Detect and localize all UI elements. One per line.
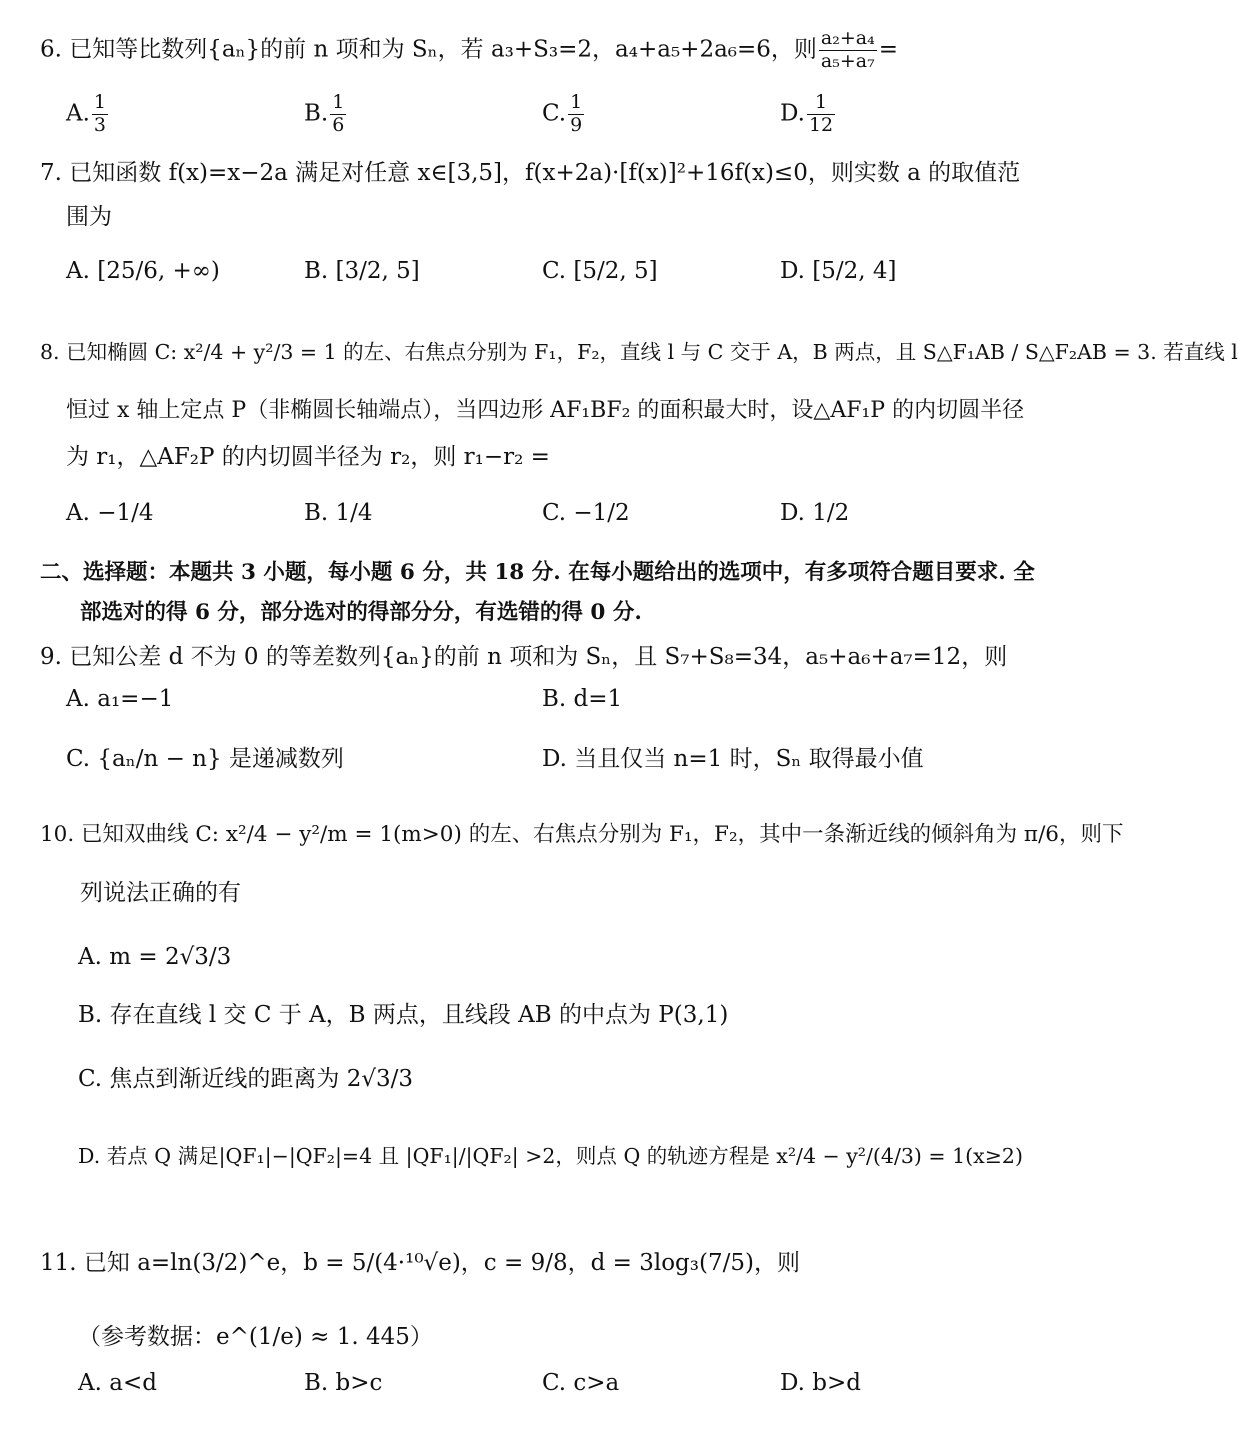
q8-option-b[interactable]: B. 1/4 bbox=[304, 500, 373, 526]
q9-option-a[interactable]: A. a₁=−1 bbox=[66, 686, 174, 712]
q7-option-c[interactable]: C. [5/2, 5] bbox=[542, 258, 658, 284]
q6-option-b[interactable]: B. $\frac{1}{6}$ bbox=[304, 91, 345, 136]
q9-option-d[interactable]: D. 当且仅当 n=1 时，Sₙ 取得最小值 bbox=[542, 746, 924, 772]
q10-option-b[interactable]: B. 存在直线 l 交 C 于 A，B 两点，且线段 AB 的中点为 P(3,1) bbox=[78, 1002, 729, 1028]
q10-option-d[interactable]: D. 若点 Q 满足|QF₁|−|QF₂|=4 且 |QF₁|/|QF₂| >2，则点 Q 的轨迹方程是 x²/4 − y²/(4/3) = 1(x≥2) bbox=[78, 1144, 1023, 1168]
q11-option-d[interactable]: D. b>d bbox=[780, 1370, 861, 1396]
q8-stem-line2: 恒过 x 轴上定点 P（非椭圆长轴端点），当四边形 AF₁BF₂ 的面积最大时，设△AF₁P 的内切圆半径 bbox=[66, 398, 1025, 423]
q11-stem: 11. 已知 a=ln(3/2)^e，b = 5/(4·¹⁰√e)，c = 9/8，d = 3log₃(7/5)，则 bbox=[40, 1250, 800, 1276]
q6-option-a[interactable]: A. $\frac{1}{3}$ bbox=[66, 91, 107, 136]
q9-option-b[interactable]: B. d=1 bbox=[542, 686, 623, 712]
q6-option-c[interactable]: C. $\frac{1}{9}$ bbox=[542, 91, 583, 136]
q10-stem-line2: 列说法正确的有 bbox=[80, 880, 241, 906]
q7-stem-line1: 7. 已知函数 f(x)=x−2a 满足对任意 x∈[3,5]，f(x+2a)·[f(x)]²+16f(x)≤0，则实数 a 的取值范 bbox=[40, 160, 1021, 186]
q6-fraction: $\frac{\text{a₂+a₄}}{\text{a₅+a₇}}$ bbox=[820, 27, 875, 72]
q8-stem-line1: 8. 已知椭圆 C: x²/4 + y²/3 = 1 的左、右焦点分别为 F₁，F₂，直线 l 与 C 交于 A，B 两点，且 S△F₁AB / S△F₂AB = 3. 若直线 l bbox=[40, 340, 1238, 364]
q6-option-d[interactable]: D. $\frac{1}{12}$ bbox=[780, 91, 834, 136]
section2-header-line2: 部选对的得 6 分，部分选对的得部分分，有选错的得 0 分. bbox=[80, 600, 642, 625]
q11-option-c[interactable]: C. c>a bbox=[542, 1370, 620, 1396]
q10-stem-line1: 10. 已知双曲线 C: x²/4 − y²/m = 1(m>0) 的左、右焦点分别为 F₁，F₂，其中一条渐近线的倾斜角为 π/6，则下 bbox=[40, 822, 1124, 847]
q7-option-b[interactable]: B. [3/2, 5] bbox=[304, 258, 420, 284]
q7-option-a[interactable]: A. [25/6, +∞) bbox=[66, 258, 220, 284]
q9-stem: 9. 已知公差 d 不为 0 的等差数列{aₙ}的前 n 项和为 Sₙ，且 S₇+S₈=34，a₅+a₆+a₇=12，则 bbox=[40, 644, 1008, 670]
q11-option-b[interactable]: B. b>c bbox=[304, 1370, 383, 1396]
section2-header-line1: 二、选择题：本题共 3 小题，每小题 6 分，共 18 分. 在每小题给出的选项中，有多项符合题目要求. 全 bbox=[40, 560, 1035, 585]
q11-option-a[interactable]: A. a<d bbox=[78, 1370, 157, 1396]
q8-option-a[interactable]: A. −1/4 bbox=[66, 500, 154, 526]
q9-option-c[interactable]: C. {aₙ/n − n} 是递减数列 bbox=[66, 746, 344, 772]
q6-stem: 6. 已知等比数列{aₙ}的前 n 项和为 Sₙ，若 a₃+S₃=2，a₄+a₅+2a₆=6，则 $\frac{\text{a₂+a₄}}{\text{a₅+a₇}}$ = bbox=[40, 27, 899, 72]
q11-reference-data: （参考数据：e^(1/e) ≈ 1. 445） bbox=[78, 1324, 433, 1350]
q8-option-d[interactable]: D. 1/2 bbox=[780, 500, 850, 526]
q7-stem-line2: 围为 bbox=[66, 204, 112, 230]
q7-option-d[interactable]: D. [5/2, 4] bbox=[780, 258, 897, 284]
q8-stem-line3: 为 r₁，△AF₂P 的内切圆半径为 r₂，则 r₁−r₂ = bbox=[66, 444, 550, 470]
q8-option-c[interactable]: C. −1/2 bbox=[542, 500, 630, 526]
q10-option-a[interactable]: A. m = 2√3/3 bbox=[78, 944, 232, 970]
q10-option-c[interactable]: C. 焦点到渐近线的距离为 2√3/3 bbox=[78, 1066, 414, 1092]
